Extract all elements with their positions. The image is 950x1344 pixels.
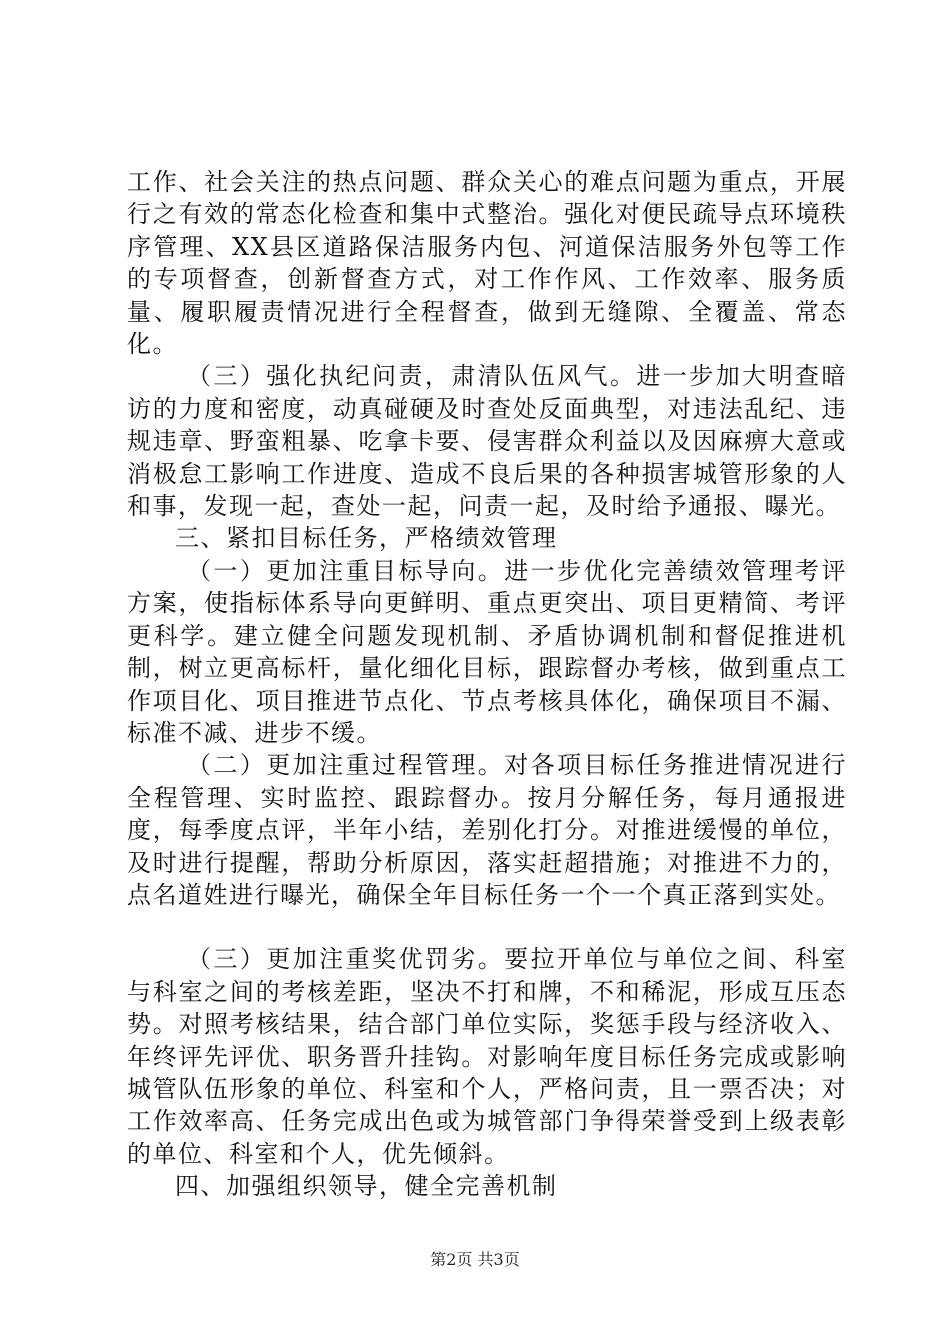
paragraph-section-3: （三）强化执纪问责，肃清队伍风气。进一步加大明查暗访的力度和密度，动真碰硬及时查处反面典型，对违法乱纪、违规违章、野蛮粗暴、吃拿卡要、侵害群众利益以及因麻痹大意或消极怠工影响工作进度、造成不良后果的各种损害城管形象的人和事，发现一起，查处一起，问责一起，及时给予通报、曝光。 — [127, 362, 847, 521]
paragraph-item-2: （二）更加注重过程管理。对各项目标任务推进情况进行全程管理、实时监控、跟踪督办。按月分解任务，每月通报进度，每季度点评，半年小结，差别化打分。对推进缓慢的单位，及时进行提醒，帮助分析原因，落实赶超措施；对推进不力的，点名道姓进行曝光，确保全年目标任务一个一个真正落到实处。 — [127, 751, 847, 909]
heading-part-4: 四、加强组织领导，健全完善机制 — [175, 1172, 558, 1201]
page-footer: 第2页 共3页 — [430, 1250, 520, 1269]
paragraph-item-1: （一）更加注重目标导向。进一步优化完善绩效管理考评方案，使指标体系导向更鲜明、重点更突出、项目更精简、考评更科学。建立健全问题发现机制、矛盾协调机制和督促推进机制，树立更高标杆，量化细化目标，跟踪督办考核，做到重点工作项目化、项目推进节点化、节点考核具体化，确保项目不漏、标准不减、进步不缓。 — [127, 556, 847, 747]
heading-part-3: 三、紧扣目标任务，严格绩效管理 — [175, 524, 558, 553]
paragraph-continuation: 工作、社会关注的热点问题、群众关心的难点问题为重点，开展行之有效的常态化检查和集中式整治。强化对便民疏导点环境秩序管理、XX县区道路保洁服务内包、河道保洁服务外包等工作的专项督查，创新督查方式，对工作作风、工作效率、服务质量、履职履责情况进行全程督查，做到无缝隙、全覆盖、常态化。 — [127, 168, 847, 359]
paragraph-item-3: （三）更加注重奖优罚劣。要拉开单位与单位之间、科室与科室之间的考核差距，坚决不打和牌，不和稀泥，形成互压态势。对照考核结果，结合部门单位实际，奖惩手段与经济收入、年终评先评优、职务晋升挂钩。对影响年度目标任务完成或影响城管队伍形象的单位、科室和个人，严格问责，且一票否决；对工作效率高、任务完成出色或为城管部门争得荣誉受到上级表彰的单位、科室和个人，优先倾斜。 — [127, 945, 847, 1168]
document-body — [127, 166, 847, 1203]
